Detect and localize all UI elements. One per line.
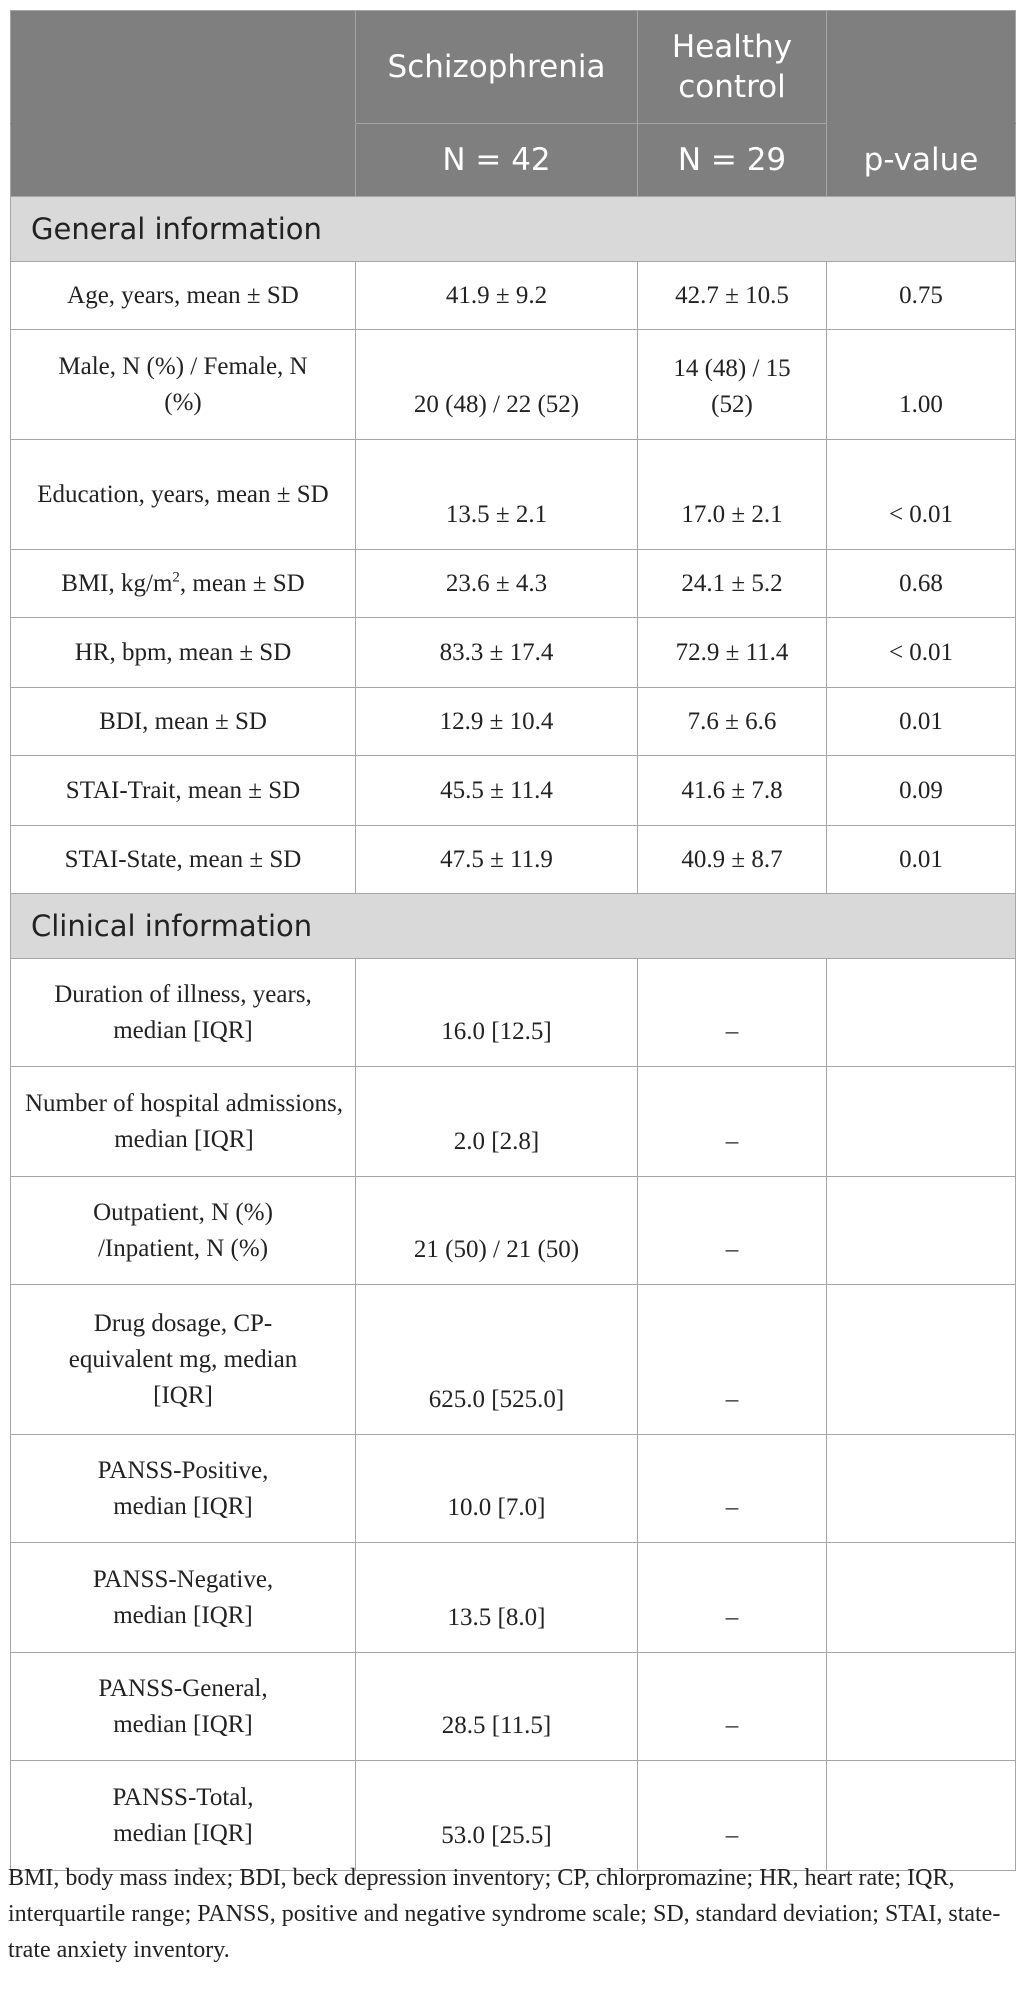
cell-healthy xyxy=(638,330,827,440)
cell-schizophrenia: 45.5 ± 11.4 xyxy=(356,756,638,826)
cell-pvalue xyxy=(827,959,1016,1067)
row-label-text: Drug dosage, CP-equivalent mg, median [IQR] xyxy=(68,1309,298,1409)
row-label xyxy=(11,1067,356,1177)
cell-pvalue xyxy=(827,1285,1016,1435)
table-row xyxy=(11,1285,1016,1435)
demographics-table xyxy=(10,10,1016,1871)
section-clinical xyxy=(11,894,1016,959)
table-row xyxy=(11,756,1016,826)
cell-healthy: – xyxy=(638,1285,827,1435)
section-general xyxy=(11,197,1016,262)
table-row xyxy=(11,1761,1016,1871)
row-label-text: Duration of illness, years, median [IQR] xyxy=(54,980,312,1044)
row-label-text: PANSS-General, median [IQR] xyxy=(98,1674,268,1738)
row-label xyxy=(11,1653,356,1761)
header-n-healthy: N = 29 xyxy=(638,124,827,197)
table-row xyxy=(11,262,1016,330)
table-row xyxy=(11,688,1016,756)
cell-schizophrenia: 28.5 [11.5] xyxy=(356,1653,638,1761)
row-label-text: Male, N (%) / Female, N (%) xyxy=(58,352,308,416)
header-n-schizophrenia: N = 42 xyxy=(356,124,638,197)
row-label: BDI, mean ± SD xyxy=(11,688,356,756)
cell-schizophrenia: 47.5 ± 11.9 xyxy=(356,826,638,894)
table-container xyxy=(10,10,1015,1871)
header-blank-cell-2 xyxy=(11,124,356,197)
section-general-label: General information xyxy=(11,197,1016,262)
table-row xyxy=(11,618,1016,688)
cell-healthy: 24.1 ± 5.2 xyxy=(638,550,827,618)
cell-healthy: – xyxy=(638,1177,827,1285)
table-row xyxy=(11,959,1016,1067)
cell-healthy: 7.6 ± 6.6 xyxy=(638,688,827,756)
row-label-text: PANSS-Positive, median [IQR] xyxy=(97,1456,269,1520)
cell-healthy: – xyxy=(638,1435,827,1543)
cell-healthy: – xyxy=(638,1653,827,1761)
cell-pvalue xyxy=(827,1177,1016,1285)
cell-pvalue: 1.00 xyxy=(827,330,1016,440)
header-row-2 xyxy=(11,124,1016,197)
header-row-1 xyxy=(11,11,1016,124)
row-label xyxy=(11,330,356,440)
row-label xyxy=(11,1435,356,1543)
cell-healthy: 40.9 ± 8.7 xyxy=(638,826,827,894)
table-row xyxy=(11,1435,1016,1543)
cell-schizophrenia: 12.9 ± 10.4 xyxy=(356,688,638,756)
row-label-post: , mean ± SD xyxy=(179,569,305,597)
row-label: Age, years, mean ± SD xyxy=(11,262,356,330)
cell-pvalue: 0.75 xyxy=(827,262,1016,330)
row-label-sup: 2 xyxy=(172,569,180,586)
cell-pvalue: 0.01 xyxy=(827,688,1016,756)
table-row xyxy=(11,826,1016,894)
row-label xyxy=(11,1177,356,1285)
cell-pvalue xyxy=(827,1067,1016,1177)
cell-healthy: 17.0 ± 2.1 xyxy=(638,440,827,550)
cell-healthy: 72.9 ± 11.4 xyxy=(638,618,827,688)
row-label xyxy=(11,440,356,550)
header-pvalue: p-value xyxy=(827,124,1016,197)
row-label: HR, bpm, mean ± SD xyxy=(11,618,356,688)
cell-schizophrenia: 41.9 ± 9.2 xyxy=(356,262,638,330)
table-footnote: BMI, body mass index; BDI, beck depression inventory; CP, chlorpromazine; HR, heart rate; IQR, interquartile range; PANSS, positive and negative syndrome scale; SD, standard deviation; STAI, state-trate anxiety inventory. xyxy=(8,1865,1001,1963)
cell-schizophrenia: 13.5 ± 2.1 xyxy=(356,440,638,550)
header-schizophrenia: Schizophrenia xyxy=(356,11,638,124)
row-label xyxy=(11,1543,356,1653)
cell-pvalue xyxy=(827,1761,1016,1871)
table-row xyxy=(11,1543,1016,1653)
cell-schizophrenia: 10.0 [7.0] xyxy=(356,1435,638,1543)
table-row xyxy=(11,1177,1016,1285)
table-row xyxy=(11,440,1016,550)
row-label xyxy=(11,959,356,1067)
cell-schizophrenia: 16.0 [12.5] xyxy=(356,959,638,1067)
cell-healthy: – xyxy=(638,1067,827,1177)
cell-pvalue: < 0.01 xyxy=(827,440,1016,550)
row-label-pre: BMI, kg/m xyxy=(61,569,173,597)
section-clinical-label: Clinical information xyxy=(11,894,1016,959)
cell-schizophrenia: 20 (48) / 22 (52) xyxy=(356,330,638,440)
cell-schizophrenia: 53.0 [25.5] xyxy=(356,1761,638,1871)
header-healthy-control-label: Healthy control xyxy=(671,29,793,105)
row-label xyxy=(11,1761,356,1871)
table-row xyxy=(11,1653,1016,1761)
cell-schizophrenia: 13.5 [8.0] xyxy=(356,1543,638,1653)
cell-healthy: – xyxy=(638,1761,827,1871)
cell-schizophrenia: 625.0 [525.0] xyxy=(356,1285,638,1435)
cell-healthy: 42.7 ± 10.5 xyxy=(638,262,827,330)
table-row xyxy=(11,330,1016,440)
table-row xyxy=(11,1067,1016,1177)
row-label-text: Education, years, mean ± SD xyxy=(37,480,329,508)
header-healthy-control xyxy=(638,11,827,124)
cell-schizophrenia: 23.6 ± 4.3 xyxy=(356,550,638,618)
row-label: STAI-State, mean ± SD xyxy=(11,826,356,894)
row-label-text: Number of hospital admissions, median [IQR] xyxy=(24,1089,344,1153)
row-label xyxy=(11,1285,356,1435)
cell-healthy: – xyxy=(638,959,827,1067)
cell-pvalue: < 0.01 xyxy=(827,618,1016,688)
cell-healthy: – xyxy=(638,1543,827,1653)
header-blank-cell xyxy=(11,11,356,124)
cell-pvalue xyxy=(827,1543,1016,1653)
cell-healthy-text: 14 (48) / 15 (52) xyxy=(673,355,791,418)
cell-pvalue: 0.01 xyxy=(827,826,1016,894)
cell-schizophrenia: 2.0 [2.8] xyxy=(356,1067,638,1177)
cell-schizophrenia: 83.3 ± 17.4 xyxy=(356,618,638,688)
cell-pvalue xyxy=(827,1653,1016,1761)
cell-pvalue: 0.68 xyxy=(827,550,1016,618)
table-row xyxy=(11,550,1016,618)
row-label-text: PANSS-Total, median [IQR] xyxy=(112,1783,254,1847)
row-label: STAI-Trait, mean ± SD xyxy=(11,756,356,826)
cell-healthy: 41.6 ± 7.8 xyxy=(638,756,827,826)
cell-pvalue: 0.09 xyxy=(827,756,1016,826)
row-label-text: PANSS-Negative, median [IQR] xyxy=(92,1565,274,1629)
header-pvalue-top xyxy=(827,11,1016,124)
cell-pvalue xyxy=(827,1435,1016,1543)
row-label xyxy=(11,550,356,618)
row-label-text: Outpatient, N (%) /Inpatient, N (%) xyxy=(93,1198,273,1262)
cell-schizophrenia: 21 (50) / 21 (50) xyxy=(356,1177,638,1285)
